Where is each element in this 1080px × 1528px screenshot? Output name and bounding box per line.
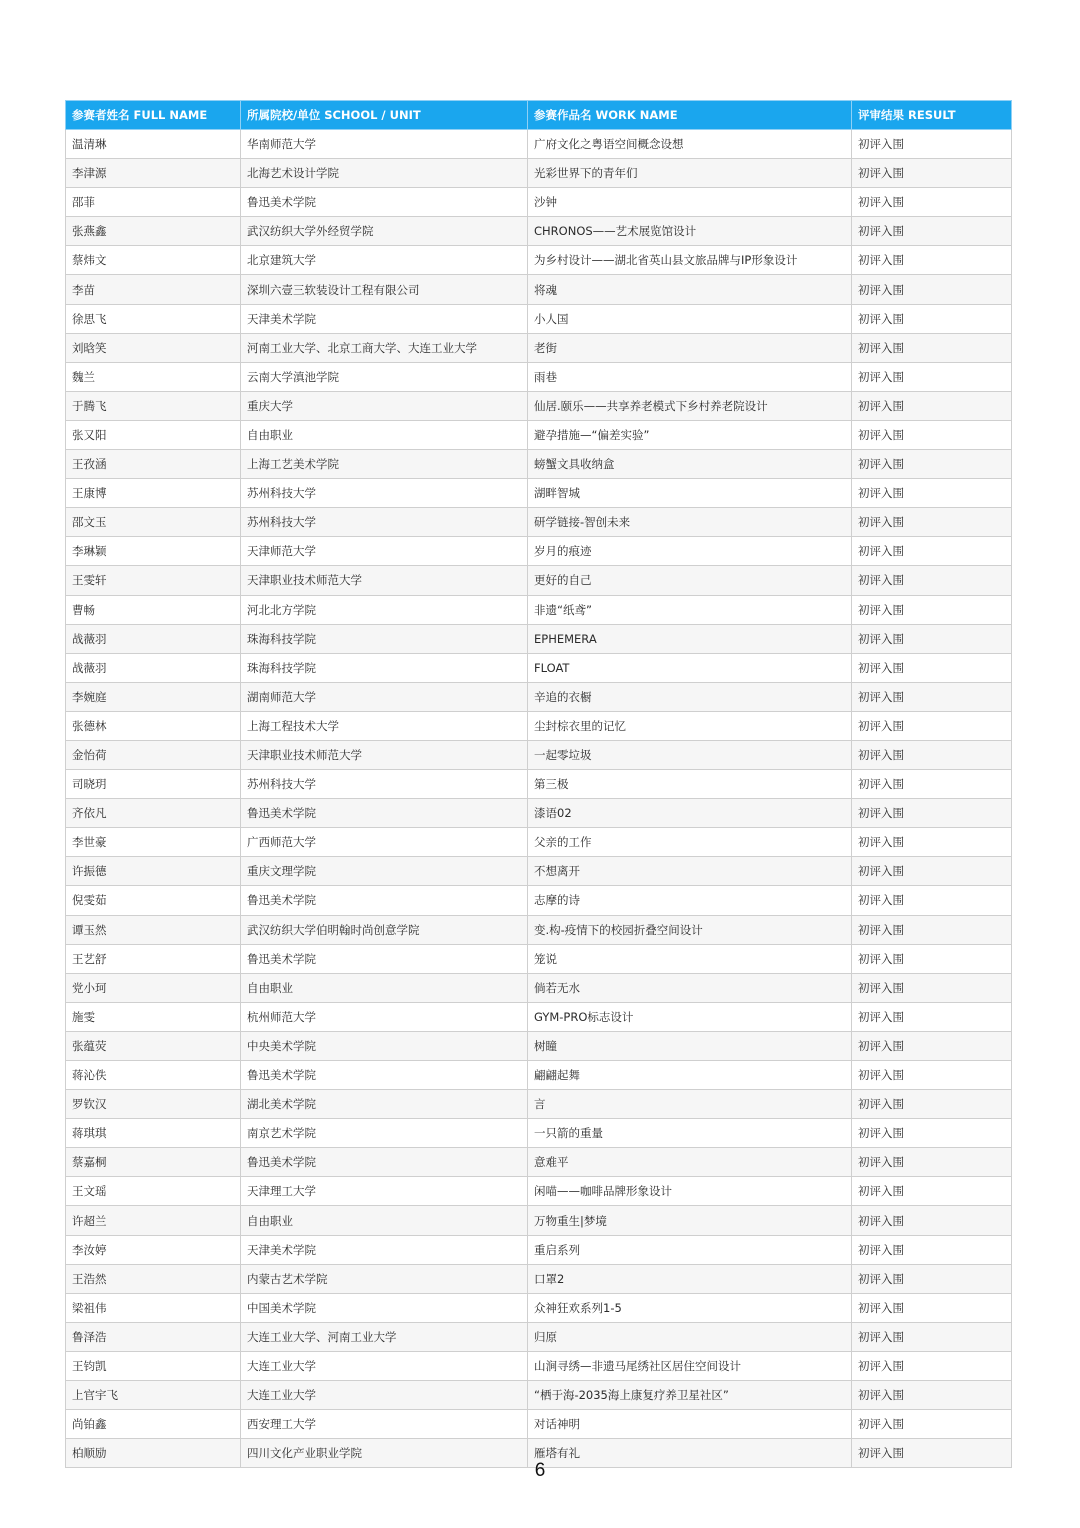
- cell-school-unit: 湖北美术学院: [241, 1090, 528, 1119]
- cell-result: 初评入围: [852, 1090, 1012, 1119]
- table-row: [66, 1119, 1012, 1148]
- table-row: [66, 1410, 1012, 1439]
- table-row: [66, 1177, 1012, 1206]
- cell-school-unit: 中国美术学院: [241, 1293, 528, 1322]
- cell-school-unit: 南京艺术学院: [241, 1119, 528, 1148]
- cell-full-name: 张蕴荧: [66, 1031, 241, 1060]
- cell-work-name: 对话神明: [528, 1410, 852, 1439]
- cell-work-name: 归原: [528, 1322, 852, 1351]
- cell-result: 初评入围: [852, 915, 1012, 944]
- cell-full-name: 邵文玉: [66, 508, 241, 537]
- table-row: [66, 973, 1012, 1002]
- table-row: [66, 450, 1012, 479]
- cell-full-name: 张德林: [66, 711, 241, 740]
- cell-school-unit: 北京建筑大学: [241, 246, 528, 275]
- table-row: [66, 1090, 1012, 1119]
- cell-full-name: 蒋琪琪: [66, 1119, 241, 1148]
- cell-school-unit: 广西师范大学: [241, 828, 528, 857]
- cell-result: 初评入围: [852, 188, 1012, 217]
- cell-full-name: 战薇羽: [66, 653, 241, 682]
- cell-school-unit: 天津师范大学: [241, 537, 528, 566]
- cell-work-name: 小人国: [528, 304, 852, 333]
- cell-school-unit: 武汉纺织大学外经贸学院: [241, 217, 528, 246]
- cell-work-name: 第三极: [528, 770, 852, 799]
- table-row: [66, 130, 1012, 159]
- cell-work-name: 广府文化之粤语空间概念设想: [528, 130, 852, 159]
- cell-result: 初评入围: [852, 479, 1012, 508]
- header-school-unit: 所属院校/单位 SCHOOL / UNIT: [241, 101, 528, 130]
- cell-result: 初评入围: [852, 653, 1012, 682]
- cell-school-unit: 重庆大学: [241, 391, 528, 420]
- table-row: [66, 1351, 1012, 1380]
- cell-full-name: 金怡荷: [66, 740, 241, 769]
- cell-result: 初评入围: [852, 1439, 1012, 1468]
- table-row: [66, 1293, 1012, 1322]
- cell-work-name: 螃蟹文具收纳盒: [528, 450, 852, 479]
- cell-school-unit: 鲁迅美术学院: [241, 944, 528, 973]
- cell-work-name: 言: [528, 1090, 852, 1119]
- table-row: [66, 857, 1012, 886]
- table-row: [66, 246, 1012, 275]
- cell-work-name: 岁月的痕迹: [528, 537, 852, 566]
- cell-result: 初评入围: [852, 740, 1012, 769]
- cell-school-unit: 重庆文理学院: [241, 857, 528, 886]
- cell-full-name: 李婉庭: [66, 682, 241, 711]
- table-row: [66, 1381, 1012, 1410]
- cell-work-name: 志摩的诗: [528, 886, 852, 915]
- cell-result: 初评入围: [852, 1410, 1012, 1439]
- cell-work-name: 仙居.颐乐——共享养老模式下乡村养老院设计: [528, 391, 852, 420]
- cell-school-unit: 西安理工大学: [241, 1410, 528, 1439]
- cell-full-name: 蔡炜文: [66, 246, 241, 275]
- cell-work-name: 一起零垃圾: [528, 740, 852, 769]
- cell-work-name: 翩翩起舞: [528, 1061, 852, 1090]
- cell-full-name: 尚铂鑫: [66, 1410, 241, 1439]
- table-row: [66, 1264, 1012, 1293]
- table-row: [66, 886, 1012, 915]
- cell-school-unit: 珠海科技学院: [241, 653, 528, 682]
- cell-result: 初评入围: [852, 1148, 1012, 1177]
- cell-work-name: FLOAT: [528, 653, 852, 682]
- table-row: [66, 740, 1012, 769]
- table-row: [66, 537, 1012, 566]
- cell-school-unit: 鲁迅美术学院: [241, 886, 528, 915]
- cell-work-name: 变.构-疫情下的校园折叠空间设计: [528, 915, 852, 944]
- cell-work-name: 树瞳: [528, 1031, 852, 1060]
- cell-school-unit: 鲁迅美术学院: [241, 799, 528, 828]
- cell-work-name: 闲喵——咖啡品牌形象设计: [528, 1177, 852, 1206]
- table-row: [66, 595, 1012, 624]
- cell-result: 初评入围: [852, 1119, 1012, 1148]
- cell-work-name: 众神狂欢系列1-5: [528, 1293, 852, 1322]
- cell-result: 初评入围: [852, 130, 1012, 159]
- cell-school-unit: 自由职业: [241, 973, 528, 1002]
- cell-full-name: 柏顺励: [66, 1439, 241, 1468]
- cell-result: 初评入围: [852, 711, 1012, 740]
- table-row: [66, 1206, 1012, 1235]
- cell-full-name: 邵菲: [66, 188, 241, 217]
- cell-school-unit: 武汉纺织大学伯明翰时尚创意学院: [241, 915, 528, 944]
- cell-full-name: 王浩然: [66, 1264, 241, 1293]
- cell-full-name: 齐依凡: [66, 799, 241, 828]
- cell-school-unit: 苏州科技大学: [241, 479, 528, 508]
- cell-result: 初评入围: [852, 828, 1012, 857]
- cell-full-name: 战薇羽: [66, 624, 241, 653]
- cell-full-name: 许超兰: [66, 1206, 241, 1235]
- table-row: [66, 304, 1012, 333]
- cell-full-name: 张又阳: [66, 420, 241, 449]
- cell-full-name: 党小珂: [66, 973, 241, 1002]
- cell-school-unit: 中央美术学院: [241, 1031, 528, 1060]
- cell-full-name: 蔡嘉桐: [66, 1148, 241, 1177]
- table-row: [66, 479, 1012, 508]
- cell-work-name: 老街: [528, 333, 852, 362]
- cell-full-name: 蒋沁佚: [66, 1061, 241, 1090]
- cell-work-name: 避孕措施—“偏差实验”: [528, 420, 852, 449]
- table-row: [66, 159, 1012, 188]
- header-result: 评审结果 RESULT: [852, 101, 1012, 130]
- cell-school-unit: 北海艺术设计学院: [241, 159, 528, 188]
- table-row: [66, 508, 1012, 537]
- cell-result: 初评入围: [852, 304, 1012, 333]
- cell-work-name: 雁塔有礼: [528, 1439, 852, 1468]
- cell-full-name: 李世豪: [66, 828, 241, 857]
- cell-school-unit: 天津美术学院: [241, 1235, 528, 1264]
- cell-result: 初评入围: [852, 391, 1012, 420]
- cell-work-name: 口罩2: [528, 1264, 852, 1293]
- table-row: [66, 420, 1012, 449]
- cell-full-name: 刘晗笑: [66, 333, 241, 362]
- cell-result: 初评入围: [852, 246, 1012, 275]
- table-row: [66, 1061, 1012, 1090]
- cell-school-unit: 苏州科技大学: [241, 770, 528, 799]
- cell-result: 初评入围: [852, 886, 1012, 915]
- cell-work-name: 为乡村设计——湖北省英山县文旅品牌与IP形象设计: [528, 246, 852, 275]
- table-row: [66, 1031, 1012, 1060]
- cell-result: 初评入围: [852, 624, 1012, 653]
- cell-school-unit: 自由职业: [241, 1206, 528, 1235]
- cell-work-name: 研学链接-智创未来: [528, 508, 852, 537]
- cell-school-unit: 四川文化产业职业学院: [241, 1439, 528, 1468]
- cell-work-name: 更好的自己: [528, 566, 852, 595]
- cell-result: 初评入围: [852, 770, 1012, 799]
- table-row: [66, 1148, 1012, 1177]
- cell-full-name: 王艺舒: [66, 944, 241, 973]
- cell-school-unit: 珠海科技学院: [241, 624, 528, 653]
- table-row: [66, 799, 1012, 828]
- cell-work-name: 笼说: [528, 944, 852, 973]
- table-row: [66, 217, 1012, 246]
- cell-work-name: GYM-PRO标志设计: [528, 1002, 852, 1031]
- cell-full-name: 徐思飞: [66, 304, 241, 333]
- cell-full-name: 王孜涵: [66, 450, 241, 479]
- cell-work-name: 尘封棕衣里的记忆: [528, 711, 852, 740]
- table-row: [66, 1002, 1012, 1031]
- table-row: [66, 275, 1012, 304]
- header-work-name: 参赛作品名 WORK NAME: [528, 101, 852, 130]
- cell-result: 初评入围: [852, 1381, 1012, 1410]
- table-row: [66, 1322, 1012, 1351]
- page-number: 6: [534, 1460, 546, 1481]
- cell-result: 初评入围: [852, 1177, 1012, 1206]
- cell-school-unit: 河南工业大学、北京工商大学、大连工业大学: [241, 333, 528, 362]
- cell-result: 初评入围: [852, 799, 1012, 828]
- cell-school-unit: 天津美术学院: [241, 304, 528, 333]
- cell-school-unit: 云南大学滇池学院: [241, 362, 528, 391]
- cell-result: 初评入围: [852, 333, 1012, 362]
- cell-work-name: “栖于海-2035海上康复疗养卫星社区”: [528, 1381, 852, 1410]
- cell-school-unit: 天津职业技术师范大学: [241, 740, 528, 769]
- table-row: [66, 711, 1012, 740]
- cell-full-name: 鲁泽浩: [66, 1322, 241, 1351]
- results-table: [65, 100, 1012, 1468]
- cell-result: 初评入围: [852, 1031, 1012, 1060]
- cell-result: 初评入围: [852, 217, 1012, 246]
- table-row: [66, 682, 1012, 711]
- cell-work-name: 山涧寻绣—非遗马尾绣社区居住空间设计: [528, 1351, 852, 1380]
- cell-work-name: 父亲的工作: [528, 828, 852, 857]
- table-row: [66, 828, 1012, 857]
- cell-work-name: 雨巷: [528, 362, 852, 391]
- cell-full-name: 许振德: [66, 857, 241, 886]
- cell-full-name: 曹畅: [66, 595, 241, 624]
- cell-full-name: 施雯: [66, 1002, 241, 1031]
- table-body: [66, 130, 1012, 1468]
- cell-school-unit: 河北北方学院: [241, 595, 528, 624]
- cell-work-name: 漆语02: [528, 799, 852, 828]
- cell-result: 初评入围: [852, 973, 1012, 1002]
- cell-result: 初评入围: [852, 1293, 1012, 1322]
- cell-full-name: 司晓玥: [66, 770, 241, 799]
- cell-full-name: 于腾飞: [66, 391, 241, 420]
- cell-result: 初评入围: [852, 857, 1012, 886]
- cell-work-name: 非遗“纸鸢”: [528, 595, 852, 624]
- cell-full-name: 王文瑶: [66, 1177, 241, 1206]
- cell-full-name: 温清琳: [66, 130, 241, 159]
- cell-result: 初评入围: [852, 1002, 1012, 1031]
- table-row: [66, 653, 1012, 682]
- cell-work-name: CHRONOS——艺术展览馆设计: [528, 217, 852, 246]
- cell-full-name: 罗钦汉: [66, 1090, 241, 1119]
- cell-school-unit: 内蒙古艺术学院: [241, 1264, 528, 1293]
- cell-result: 初评入围: [852, 682, 1012, 711]
- cell-school-unit: 大连工业大学: [241, 1351, 528, 1380]
- table-row: [66, 944, 1012, 973]
- cell-work-name: 将魂: [528, 275, 852, 304]
- table-row: [66, 624, 1012, 653]
- cell-result: 初评入围: [852, 537, 1012, 566]
- table-row: [66, 1235, 1012, 1264]
- table-row: [66, 391, 1012, 420]
- cell-full-name: 谭玉然: [66, 915, 241, 944]
- cell-work-name: 倘若无水: [528, 973, 852, 1002]
- cell-school-unit: 鲁迅美术学院: [241, 1061, 528, 1090]
- cell-work-name: 重启系列: [528, 1235, 852, 1264]
- cell-result: 初评入围: [852, 566, 1012, 595]
- cell-result: 初评入围: [852, 595, 1012, 624]
- cell-result: 初评入围: [852, 1235, 1012, 1264]
- cell-school-unit: 杭州师范大学: [241, 1002, 528, 1031]
- table-row: [66, 333, 1012, 362]
- cell-school-unit: 华南师范大学: [241, 130, 528, 159]
- cell-school-unit: 大连工业大学: [241, 1381, 528, 1410]
- cell-work-name: 湖畔智城: [528, 479, 852, 508]
- cell-result: 初评入围: [852, 1322, 1012, 1351]
- header-full-name: 参赛者姓名 FULL NAME: [66, 101, 241, 130]
- cell-full-name: 王钧凯: [66, 1351, 241, 1380]
- cell-full-name: 魏兰: [66, 362, 241, 391]
- cell-work-name: 光彩世界下的青年们: [528, 159, 852, 188]
- table-header: [66, 101, 1012, 130]
- cell-full-name: 李津源: [66, 159, 241, 188]
- cell-result: 初评入围: [852, 420, 1012, 449]
- cell-result: 初评入围: [852, 1264, 1012, 1293]
- cell-work-name: 不想离开: [528, 857, 852, 886]
- cell-result: 初评入围: [852, 1351, 1012, 1380]
- cell-full-name: 王康博: [66, 479, 241, 508]
- header-row: [66, 101, 1012, 130]
- cell-full-name: 梁祖伟: [66, 1293, 241, 1322]
- cell-result: 初评入围: [852, 508, 1012, 537]
- table-row: [66, 566, 1012, 595]
- table-row: [66, 362, 1012, 391]
- cell-full-name: 张燕鑫: [66, 217, 241, 246]
- cell-school-unit: 天津职业技术师范大学: [241, 566, 528, 595]
- table-row: [66, 770, 1012, 799]
- cell-school-unit: 上海工艺美术学院: [241, 450, 528, 479]
- cell-full-name: 倪雯茹: [66, 886, 241, 915]
- cell-result: 初评入围: [852, 450, 1012, 479]
- cell-school-unit: 鲁迅美术学院: [241, 1148, 528, 1177]
- cell-school-unit: 苏州科技大学: [241, 508, 528, 537]
- cell-school-unit: 鲁迅美术学院: [241, 188, 528, 217]
- cell-full-name: 王雯轩: [66, 566, 241, 595]
- cell-full-name: 上官宇飞: [66, 1381, 241, 1410]
- table-row: [66, 915, 1012, 944]
- cell-school-unit: 自由职业: [241, 420, 528, 449]
- cell-result: 初评入围: [852, 1061, 1012, 1090]
- cell-work-name: EPHEMERA: [528, 624, 852, 653]
- cell-result: 初评入围: [852, 275, 1012, 304]
- cell-result: 初评入围: [852, 1206, 1012, 1235]
- cell-work-name: 辛追的衣橱: [528, 682, 852, 711]
- cell-work-name: 一只箭的重量: [528, 1119, 852, 1148]
- cell-full-name: 李苗: [66, 275, 241, 304]
- cell-school-unit: 大连工业大学、河南工业大学: [241, 1322, 528, 1351]
- cell-school-unit: 深圳六壹三软装设计工程有限公司: [241, 275, 528, 304]
- cell-work-name: 沙钟: [528, 188, 852, 217]
- cell-school-unit: 天津理工大学: [241, 1177, 528, 1206]
- cell-school-unit: 湖南师范大学: [241, 682, 528, 711]
- cell-work-name: 万物重生|梦境: [528, 1206, 852, 1235]
- table-row: [66, 188, 1012, 217]
- cell-result: 初评入围: [852, 159, 1012, 188]
- cell-full-name: 李琳颖: [66, 537, 241, 566]
- cell-full-name: 李汝婷: [66, 1235, 241, 1264]
- cell-work-name: 意难平: [528, 1148, 852, 1177]
- cell-result: 初评入围: [852, 362, 1012, 391]
- cell-school-unit: 上海工程技术大学: [241, 711, 528, 740]
- cell-result: 初评入围: [852, 944, 1012, 973]
